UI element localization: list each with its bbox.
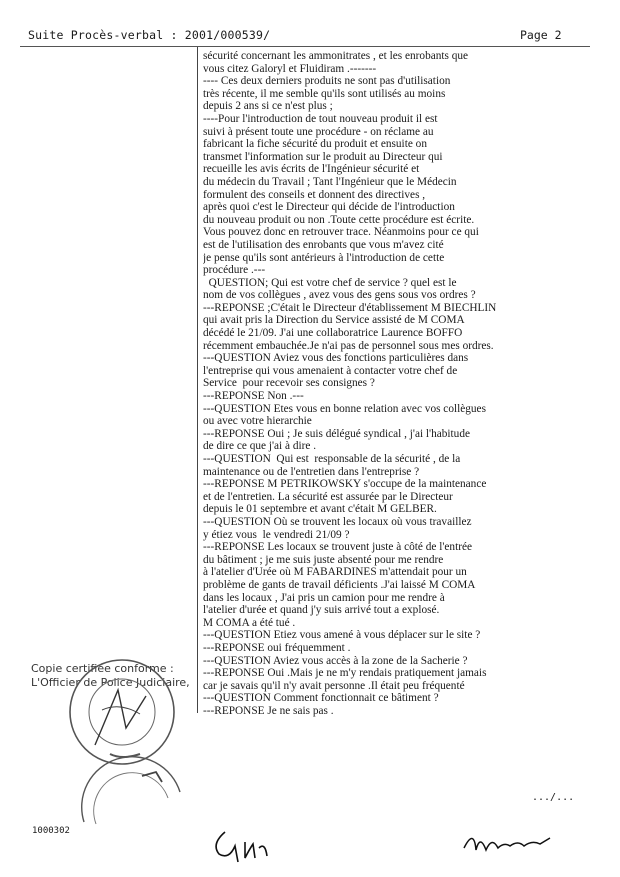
statement-line: car je savais qu'il n'y avait personne .Il était peu fréquenté [203, 679, 465, 692]
statement-line: ---REPONSE oui fréquemment . [203, 641, 351, 654]
statement-line: ---QUESTION Où se trouvent les locaux où vous travaillez [203, 515, 472, 528]
statement-line: sécurité concernant les ammonitrates , et les enrobants que [203, 50, 469, 62]
statement-line: formulent des conseils et donnent des directives , [203, 188, 426, 201]
statement-line: ---QUESTION Qui est responsable de la sécurité , de la [203, 453, 461, 465]
statement-line: ou avec votre hierarchie [203, 415, 312, 428]
statement-line: Service pour recevoir ses consignes ? [203, 377, 375, 390]
statement-line: et de l'entretien. La sécurité est assurée par le Directeur [203, 490, 453, 503]
statement-line: ---REPONSE Oui .Mais je ne m'y rendais pratiquement jamais [203, 667, 487, 680]
statement-line: y étiez vous le vendredi 21/09 ? [203, 528, 350, 541]
statement-line: problème de gants de travail déficients .J'ai laissé M COMA [203, 578, 476, 591]
statement-line: récemment embauchée.Je n'ai pas de personnel sous mes ordres. [203, 339, 494, 352]
toulouse-seal-stamp [70, 752, 195, 832]
statement-line: maintenance ou de l'entretien dans l'entreprise ? [203, 465, 420, 478]
statement-line: à l'atelier d'Urée où M FABARDINES m'attendait pour un [203, 566, 467, 579]
statement-line: ---REPONSE Oui ; Je suis délégué syndical , j'ai l'habitude [203, 427, 470, 440]
statement-line: transmet l'information sur le produit au Directeur qui [203, 150, 443, 163]
statement-line: ---QUESTION Etes vous en bonne relation avec vos collègues [203, 402, 486, 415]
statement-body [203, 50, 598, 717]
document-id: 1000302 [32, 826, 70, 836]
header-title: Suite Procès-verbal : 2001/000539/ [28, 28, 271, 42]
statement-line: depuis 2 ans si ce n'est plus ; [203, 100, 333, 113]
statement-line: ---REPONSE Je ne sais pas . [203, 704, 334, 717]
statement-line: est de l'utilisation des enrobants que vous m'avez cité [203, 238, 444, 251]
statement-line: du nouveau produit ou non .Toute cette procédure est écrite. [203, 213, 475, 226]
statement-line: ---REPONSE M PETRIKOWSKY s'occupe de la maintenance [203, 478, 487, 491]
statement-line: fabricant la fiche sécurité du produit et ensuite on [203, 138, 427, 151]
statement-line: dans les locaux , J'ai pris un camion pour me rendre à [203, 591, 445, 604]
statement-line: après quoi c'est le Directeur qui décide de l'introduction [203, 201, 455, 214]
margin-rule [197, 47, 198, 713]
statement-line: ----Pour l'introduction de tout nouveau produit il est [203, 112, 438, 125]
statement-line: très récente, il me semble qu'ils sont utilisés au moins [203, 87, 446, 100]
header-divider [20, 46, 590, 47]
statement-line: ---QUESTION Comment fonctionnait ce bâtiment ? [203, 692, 439, 705]
certification-line-2: L'Officier de Police Judiciaire, [31, 676, 190, 689]
statement-line: je pense qu'ils sont antérieurs à l'introduction de cette [203, 251, 445, 264]
statement-line: ---QUESTION Etiez vous amené à vous déplacer sur le site ? [203, 629, 481, 642]
statement-line: l'entreprise qui vous amenaient à contacter votre chef de [203, 364, 458, 377]
statement-line: ---QUESTION Aviez vous des fonctions particulières dans [203, 352, 469, 365]
signature-left [205, 826, 275, 866]
statement-line: Vous pouvez donc en retrouver trace. Néanmoins pour ce qui [203, 226, 479, 239]
statement-line: suivi à présent toute une procédure - on réclame au [203, 125, 434, 138]
statement-line: ---QUESTION Aviez vous accès à la zone de la Sacherie ? [203, 654, 468, 667]
statement-line: décédé le 21/09. J'ai une collaboratrice Laurence BOFFO [203, 327, 463, 340]
continuation-mark: .../... [532, 792, 575, 803]
statement-line: de dire ce que j'ai à dire . [203, 440, 317, 453]
statement-line: du médecin du Travail ; Tant l'Ingénieur que le Médecin [203, 175, 457, 188]
statement-line: ---- Ces deux derniers produits ne sont pas d'utilisation [203, 75, 451, 88]
signature-right [458, 826, 553, 860]
statement-line: procédure .--- [203, 264, 266, 277]
statement-line: QUESTION; Qui est votre chef de service ? quel est le [203, 276, 457, 289]
statement-line: recueille les avis écrits de l'Ingénieur sécurité et [203, 163, 420, 176]
statement-line: qui avait pris la Direction du Service assisté de M COMA [203, 314, 465, 327]
statement-line: depuis le 01 septembre et avant c'était M GELBER. [203, 503, 437, 516]
statement-line: l'atelier d'urée et quand j'y suis arrivé tout a explosé. [203, 604, 440, 617]
statement-line: ---REPONSE ;C'était le Directeur d'établissement M BIECHLIN [203, 301, 497, 314]
page-number: Page 2 [520, 28, 562, 42]
statement-line: vous citez Galoryl et Fluidiram .------- [203, 62, 377, 75]
statement-line: nom de vos collègues , avez vous des gens sous vos ordres ? [203, 289, 476, 302]
statement-line: ---REPONSE Les locaux se trouvent juste à côté de l'entrée [203, 541, 472, 554]
statement-line: M COMA a été tué . [203, 616, 296, 629]
statement-line: ---REPONSE Non .--- [203, 390, 304, 403]
certification-line-1: Copie certifiée conforme : [31, 662, 174, 675]
statement-line: du bâtiment ; je me suis juste absenté pour me rendre [203, 553, 444, 566]
